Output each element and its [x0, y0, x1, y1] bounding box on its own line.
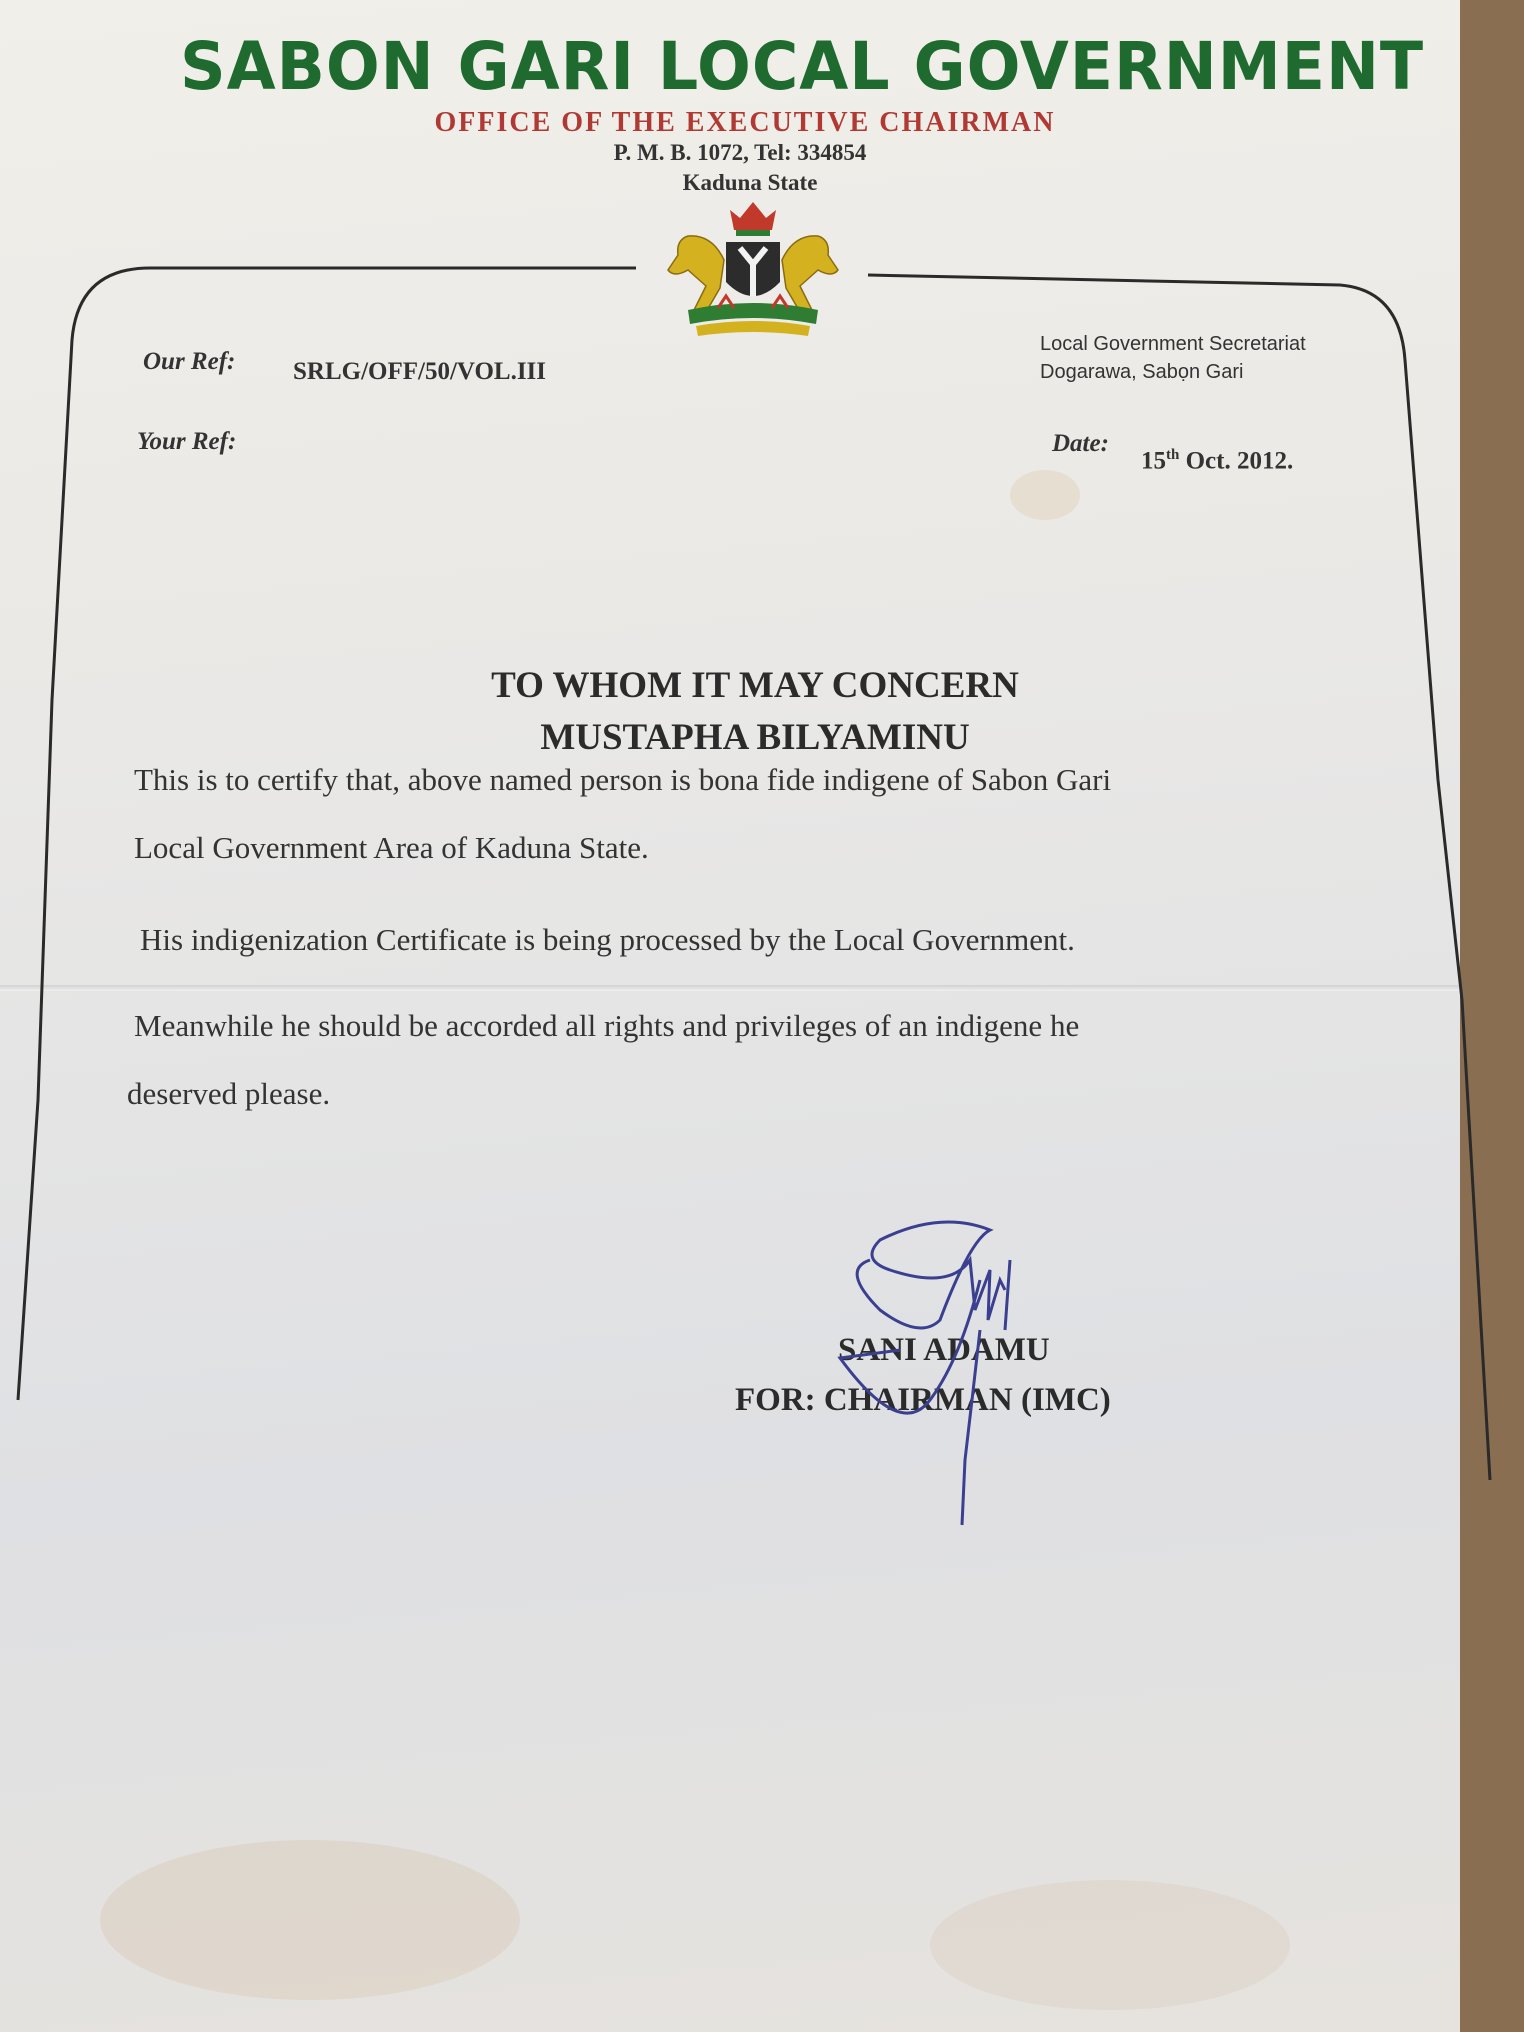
address-line1: Local Government Secretariat	[1040, 333, 1306, 355]
paragraph-1-line-1: This is to certify that, above named person is bona fide indigene of Sabon Gari	[134, 762, 1112, 797]
subject-name: MUSTAPHA BILYAMINU	[540, 717, 970, 758]
paragraph-3-line-2: deserved please.	[127, 1076, 331, 1111]
letter-heading: TO WHOM IT MAY CONCERN	[491, 665, 1019, 706]
signatory-name: SANI ADAMU	[838, 1332, 1050, 1368]
letterhead-state: Kaduna State	[682, 170, 818, 195]
paragraph-2: His indigenization Certificate is being processed by the Local Government.	[140, 922, 1075, 957]
nigeria-coat-of-arms-icon	[648, 200, 858, 342]
date-label: Date:	[1052, 430, 1109, 457]
our-ref-value: SRLG/OFF/50/VOL.III	[293, 358, 547, 385]
date-value	[1141, 447, 1293, 475]
letterhead-pmb: P. M. B. 1072, Tel: 334854	[613, 140, 867, 165]
date-rest: Oct. 2012.	[1179, 447, 1294, 475]
our-ref-label: Our Ref:	[143, 348, 236, 375]
paragraph-1-line-2: Local Government Area of Kaduna State.	[134, 830, 649, 865]
date-suffix: th	[1166, 447, 1180, 463]
address-line2: Dogarawa, Sabọn Gari	[1040, 361, 1244, 383]
signatory-title: FOR: CHAIRMAN (IMC)	[735, 1382, 1111, 1418]
your-ref-label: Your Ref:	[137, 428, 237, 455]
letterhead-title: SABON GARI LOCAL GOVERNMENT	[180, 28, 1425, 105]
date-day: 15	[1141, 447, 1166, 475]
letterhead-office: OFFICE OF THE EXECUTIVE CHAIRMAN	[434, 107, 1056, 138]
paragraph-3-line-1: Meanwhile he should be accorded all rights and privileges of an indigene he	[134, 1008, 1080, 1043]
handwritten-signature	[800, 1200, 1100, 1530]
sender-address	[1040, 330, 1306, 386]
